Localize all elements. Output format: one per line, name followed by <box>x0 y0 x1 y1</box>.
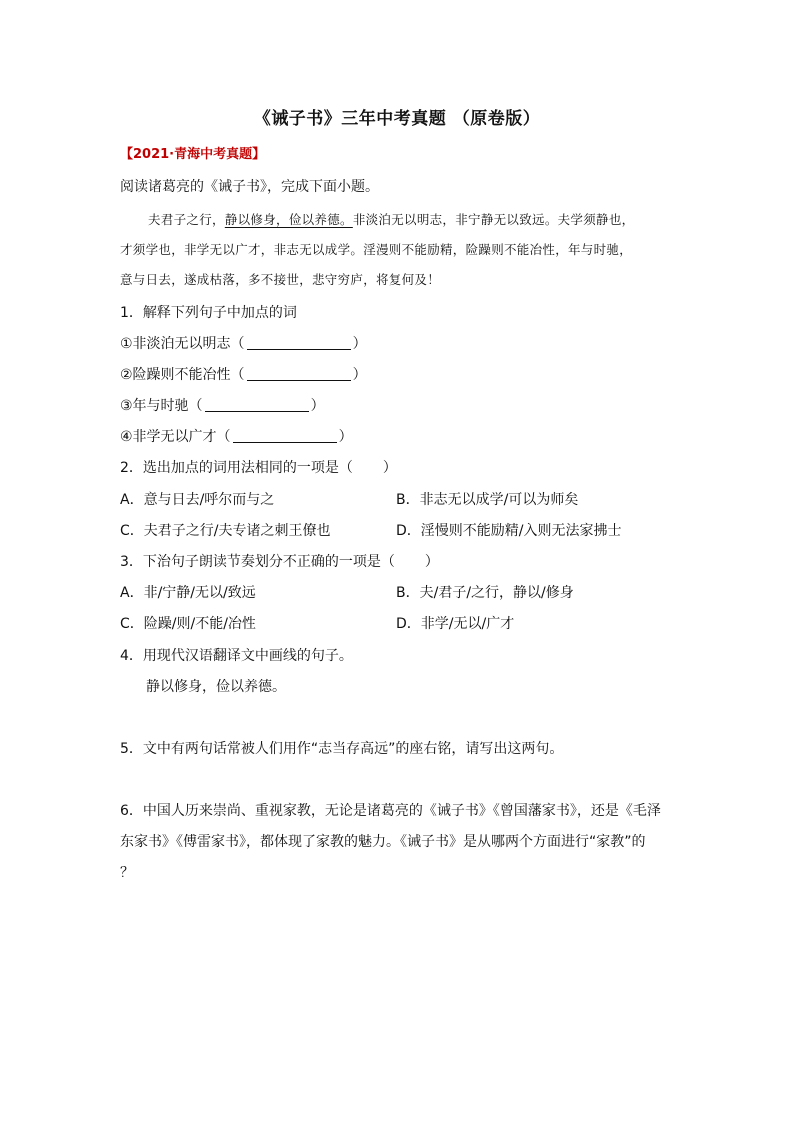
item-close: ） <box>352 367 367 383</box>
passage-text: 非淡泊无以明志，非宁静无以致远。夫学须静也， <box>352 212 635 227</box>
question-4-stem: 4．用现代汉语翻译文中画线的句子。 <box>120 648 353 664</box>
answer-blank[interactable] <box>205 397 309 412</box>
item-close: ） <box>352 336 367 352</box>
item-text: ④非学无以广才（ <box>120 429 231 445</box>
option-b: B．夫/君子/之行，静以/修身 <box>396 585 574 601</box>
question-1-item <box>120 395 325 415</box>
stem-text: 2．选出加点的词用法相同的一项是（ <box>120 460 353 476</box>
question-3-stem <box>120 551 439 571</box>
passage-line-2: 才须学也，非学无以广才，非志无以成学。淫漫则不能励精，险躁则不能冶性，年与时驰， <box>120 242 633 257</box>
answer-blank[interactable] <box>247 366 351 381</box>
answer-blank[interactable] <box>233 428 337 443</box>
stem-close: ） <box>424 554 439 570</box>
option-d: D．淫慢则不能励精/入则无法家拂士 <box>396 523 622 539</box>
option-a: A．非/宁静/无以/致远 <box>120 585 256 601</box>
item-text: ③年与时驰（ <box>120 398 203 414</box>
passage-line-3: 意与日去，遂成枯落，多不接世，悲守穷庐，将复何及！ <box>120 272 441 287</box>
question-1-item <box>120 364 367 384</box>
item-close: ） <box>338 429 353 445</box>
underlined-sentence: 静以修身，俭以养德。 <box>224 212 353 227</box>
question-5-stem: 5．文中有两句话常被人们用作“志当存高远”的座右铭，请写出这两句。 <box>120 741 564 757</box>
item-text: ①非淡泊无以明志（ <box>120 336 245 352</box>
stem-text: 3．下治句子朗读节奏划分不正确的一项是（ <box>120 554 395 570</box>
question-6-line-1: 6．中国人历来崇尚、重视家教，无论是诸葛亮的《诫子书》《曾国藩家书》，还是《毛泽 <box>120 803 661 819</box>
item-close: ） <box>310 398 325 414</box>
page-title: 《诫子书》三年中考真题 （原卷版） <box>253 109 541 129</box>
item-text: ②险躁则不能冶性（ <box>120 367 245 383</box>
question-1-item <box>120 426 353 446</box>
question-6-line-3: ？ <box>120 865 134 881</box>
passage-text: 夫君子之行， <box>148 212 225 227</box>
question-1-stem: 1．解释下列句子中加点的词 <box>120 305 297 321</box>
answer-blank[interactable] <box>247 335 351 350</box>
option-c: C．险躁/则/不能/冶性 <box>120 616 256 632</box>
option-c: C．夫君子之行/夫专诸之刺王僚也 <box>120 523 331 539</box>
option-d: D．非学/无以/广才 <box>396 616 515 632</box>
reading-intro: 阅读诸葛亮的《诫子书》，完成下面小题。 <box>120 179 379 195</box>
question-2-stem <box>120 457 397 477</box>
question-1-item <box>120 333 367 353</box>
question-4-sentence: 静以修身，俭以养德。 <box>146 679 286 695</box>
source-tag: 【2021·青海中考真题】 <box>120 147 266 162</box>
option-a: A．意与日去/呼尔而与之 <box>120 492 275 508</box>
passage-line-1 <box>148 210 634 228</box>
stem-close: ） <box>382 460 397 476</box>
question-6-line-2: 东家书》《傅雷家书》，都体现了家教的魅力。《诫子书》是从哪两个方面进行“家教”的 <box>120 834 646 850</box>
option-b: B．非志无以成学/可以为师矣 <box>396 492 579 508</box>
